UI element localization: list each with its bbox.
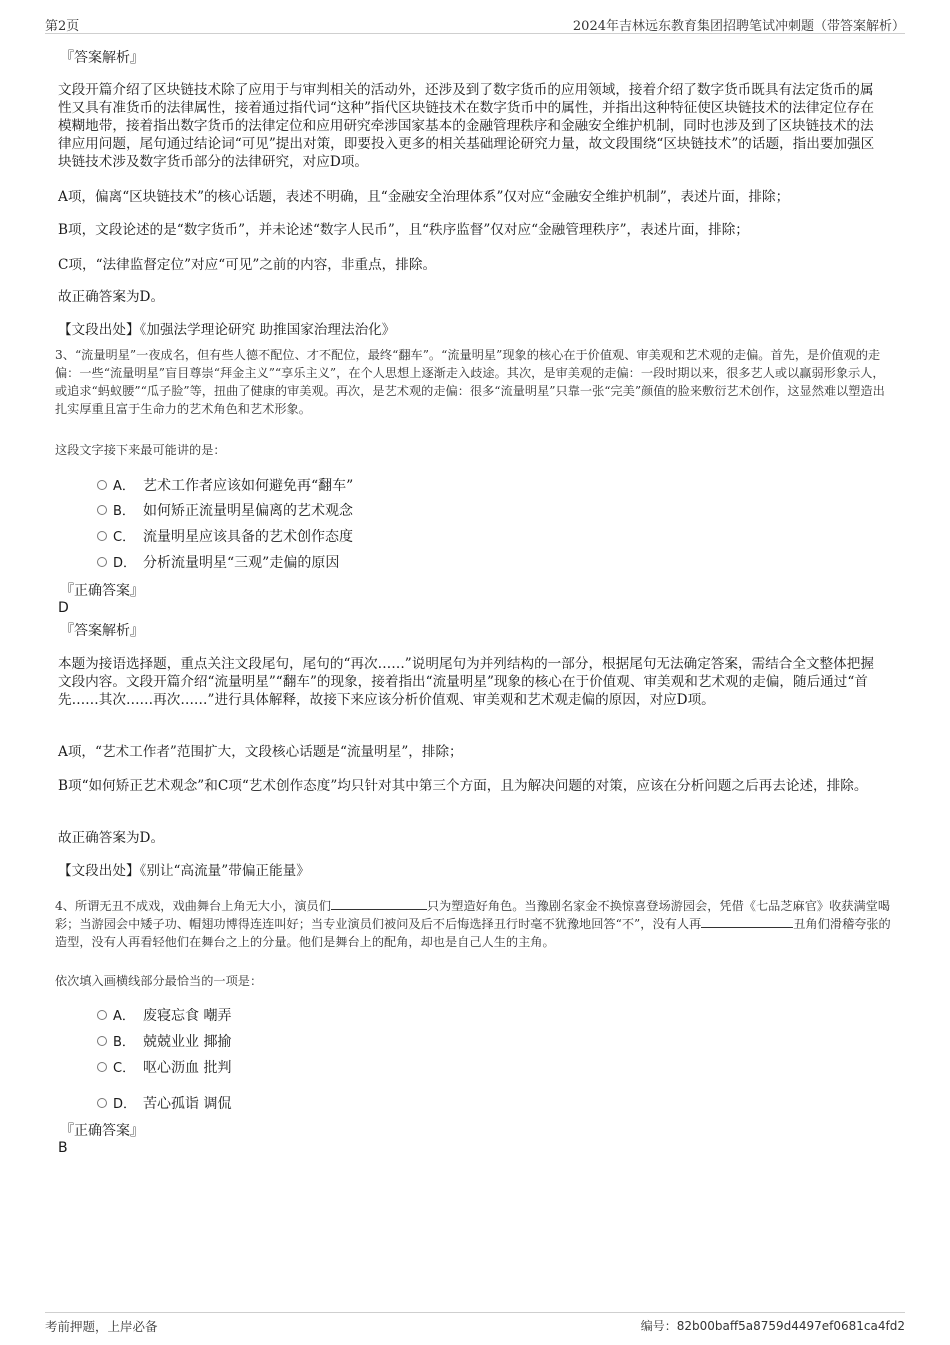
q4-answer-label: 『正确答案』 [60, 1123, 144, 1139]
radio-icon[interactable] [97, 1062, 107, 1072]
radio-icon[interactable] [97, 1036, 107, 1046]
q3-stem: 3、“流量明星”一夜成名，但有些人德不配位、才不配位，最终“翻车”。“流量明星”现象的核心在于价值观、审美观和艺术观的走偏。首先，是价值观的走偏：一些“流量明星”盲目尊崇“拜金主义”“享乐主义”，在个人思想上逐渐走入歧途。其次，是审美观的走偏：一段时期以来，很多艺人或以赢弱形象示人，或追求“蚂蚁腰”“瓜子脸”等，扭曲了健康的审美观。再次，是艺术观的走偏：很多“流量明星”只靠一张“完美”颜值的脸来敷衍艺术创作，这显然难以塑造出扎实厚重且富于生命力的艺术角色和艺术形象。 [55, 348, 885, 416]
page-header [45, 13, 905, 34]
q4-stem: 4、所谓无丑不成戏，戏曲舞台上角无大小，演员们 只为塑造好角色。当豫剧名家金不换惊喜登场游园会，凭借《七品芝麻官》收获满堂喝彩；当游园会中矮子功、帽翅功博得连连叫好；当专业演员们被问及后不后悔选择丑行时毫不犹豫地回答“不”，没有人再 丑角们滑稽夸张的造型，没有人再看轻他们在舞台之上的分量。他们是舞台上的配角，却也是自己人生的主角。 [55, 899, 891, 949]
radio-icon[interactable] [97, 531, 107, 541]
q3-analysis-label: 『答案解析』 [60, 623, 144, 639]
page-footer [45, 1312, 905, 1335]
footer-slogan: 考前押题，上岸必备 [45, 1319, 158, 1334]
radio-icon[interactable] [97, 505, 107, 515]
q4-option-b[interactable]: B． 兢兢业业 揶揄 [97, 1033, 231, 1052]
q3-note-a: A项，“艺术工作者”范围扩大，文段核心话题是“流量明星”，排除； [58, 744, 463, 760]
q3-answer-label: 『正确答案』 [60, 583, 144, 599]
blank-2 [701, 915, 793, 928]
q4-option-c[interactable]: C． 呕心沥血 批判 [97, 1059, 231, 1078]
blank-1 [331, 897, 427, 910]
q2-conclusion: 故正确答案为D。 [58, 289, 165, 305]
document-code: 编号：82b00baff5a8759d4497ef0681ca4fd2 [640, 1319, 905, 1333]
q3-option-c[interactable]: C． 流量明星应该具备的艺术创作态度 [97, 528, 353, 547]
radio-icon[interactable] [97, 480, 107, 490]
q3-prompt: 这段文字接下来最可能讲的是： [55, 443, 226, 457]
q4-option-d[interactable]: D． 苦心孤诣 调侃 [97, 1095, 231, 1114]
q2-source: 【文段出处】《加强法学理论研究 助推国家治理法治化》 [58, 322, 396, 338]
q3-note-bc: B项“如何矫正艺术观念”和C项“艺术创作态度”均只针对其中第三个方面，且为解决问题的对策，应该在分析问题之后再去论述，排除。 [58, 778, 868, 794]
q3-option-b[interactable]: B． 如何矫正流量明星偏离的艺术观念 [97, 502, 353, 521]
radio-icon[interactable] [97, 1098, 107, 1108]
q3-conclusion: 故正确答案为D。 [58, 830, 165, 846]
q3-answer: D [58, 600, 69, 616]
q2-note-c: C项，“法律监督定位”对应“可见”之前的内容，非重点，排除。 [58, 257, 437, 273]
q2-analysis-label: 『答案解析』 [60, 50, 144, 66]
q3-option-d[interactable]: D． 分析流量明星“三观”走偏的原因 [97, 554, 339, 573]
q3-source: 【文段出处】《别让“高流量”带偏正能量》 [58, 863, 310, 879]
q3-option-a[interactable]: A． 艺术工作者应该如何避免再“翻车” [97, 477, 353, 496]
page-number: 第2页 [45, 19, 80, 34]
q4-prompt: 依次填入画横线部分最恰当的一项是： [55, 974, 263, 988]
radio-icon[interactable] [97, 557, 107, 567]
q2-note-b: B项，文段论述的是“数字货币”，并未论述“数字人民币”，且“秩序监督”仅对应“金融管理秩序”，表述片面，排除； [58, 222, 749, 238]
q4-option-a[interactable]: A． 废寝忘食 嘲弄 [97, 1007, 231, 1026]
q3-analysis-text: 本题为接语选择题，重点关注文段尾句，尾句的“再次……”说明尾句为并列结构的一部分，根据尾句无法确定答案，需结合全文整体把握文段内容。文段开篇介绍“流量明星”“翻车”的现象，接着指出“流量明星”现象的核心在于价值观、审美观和艺术观的走偏，随后通过“首先……其次……再次……”进行具体解释，故接下来应该分析价值观、审美观和艺术观走偏的原因，对应D项。 [58, 656, 874, 708]
q4-answer: B [58, 1140, 68, 1156]
radio-icon[interactable] [97, 1010, 107, 1020]
document-title: 2024年吉林远东教育集团招聘笔试冲刺题（带答案解析） [572, 19, 905, 34]
q2-note-a: A项，偏离“区块链技术”的核心话题，表述不明确，且“金融安全治理体系”仅对应“金融安全维护机制”，表述片面，排除； [58, 189, 790, 205]
q2-analysis-text: 文段开篇介绍了区块链技术除了应用于与审判相关的活动外，还涉及到了数字货币的应用领域，接着介绍了数字货币既具有法定货币的属性又具有准货币的法律属性，接着通过指代词“这种”指代区块链技术在数字货币中的属性，并指出这种特征使区块链技术的法律定位存在模糊地带，接着指出数字货币的法律定位和应用研究牵涉国家基本的金融管理秩序和金融安全维护机制，同时也涉及到了区块链技术的法律应用问题，尾句通过结论词“可见”提出对策，即要投入更多的相关基础理论研究力量，故文段围绕“区块链技术”的话题，指出要加强区块链技术涉及数字货币部分的法律研究，对应D项。 [58, 82, 875, 170]
